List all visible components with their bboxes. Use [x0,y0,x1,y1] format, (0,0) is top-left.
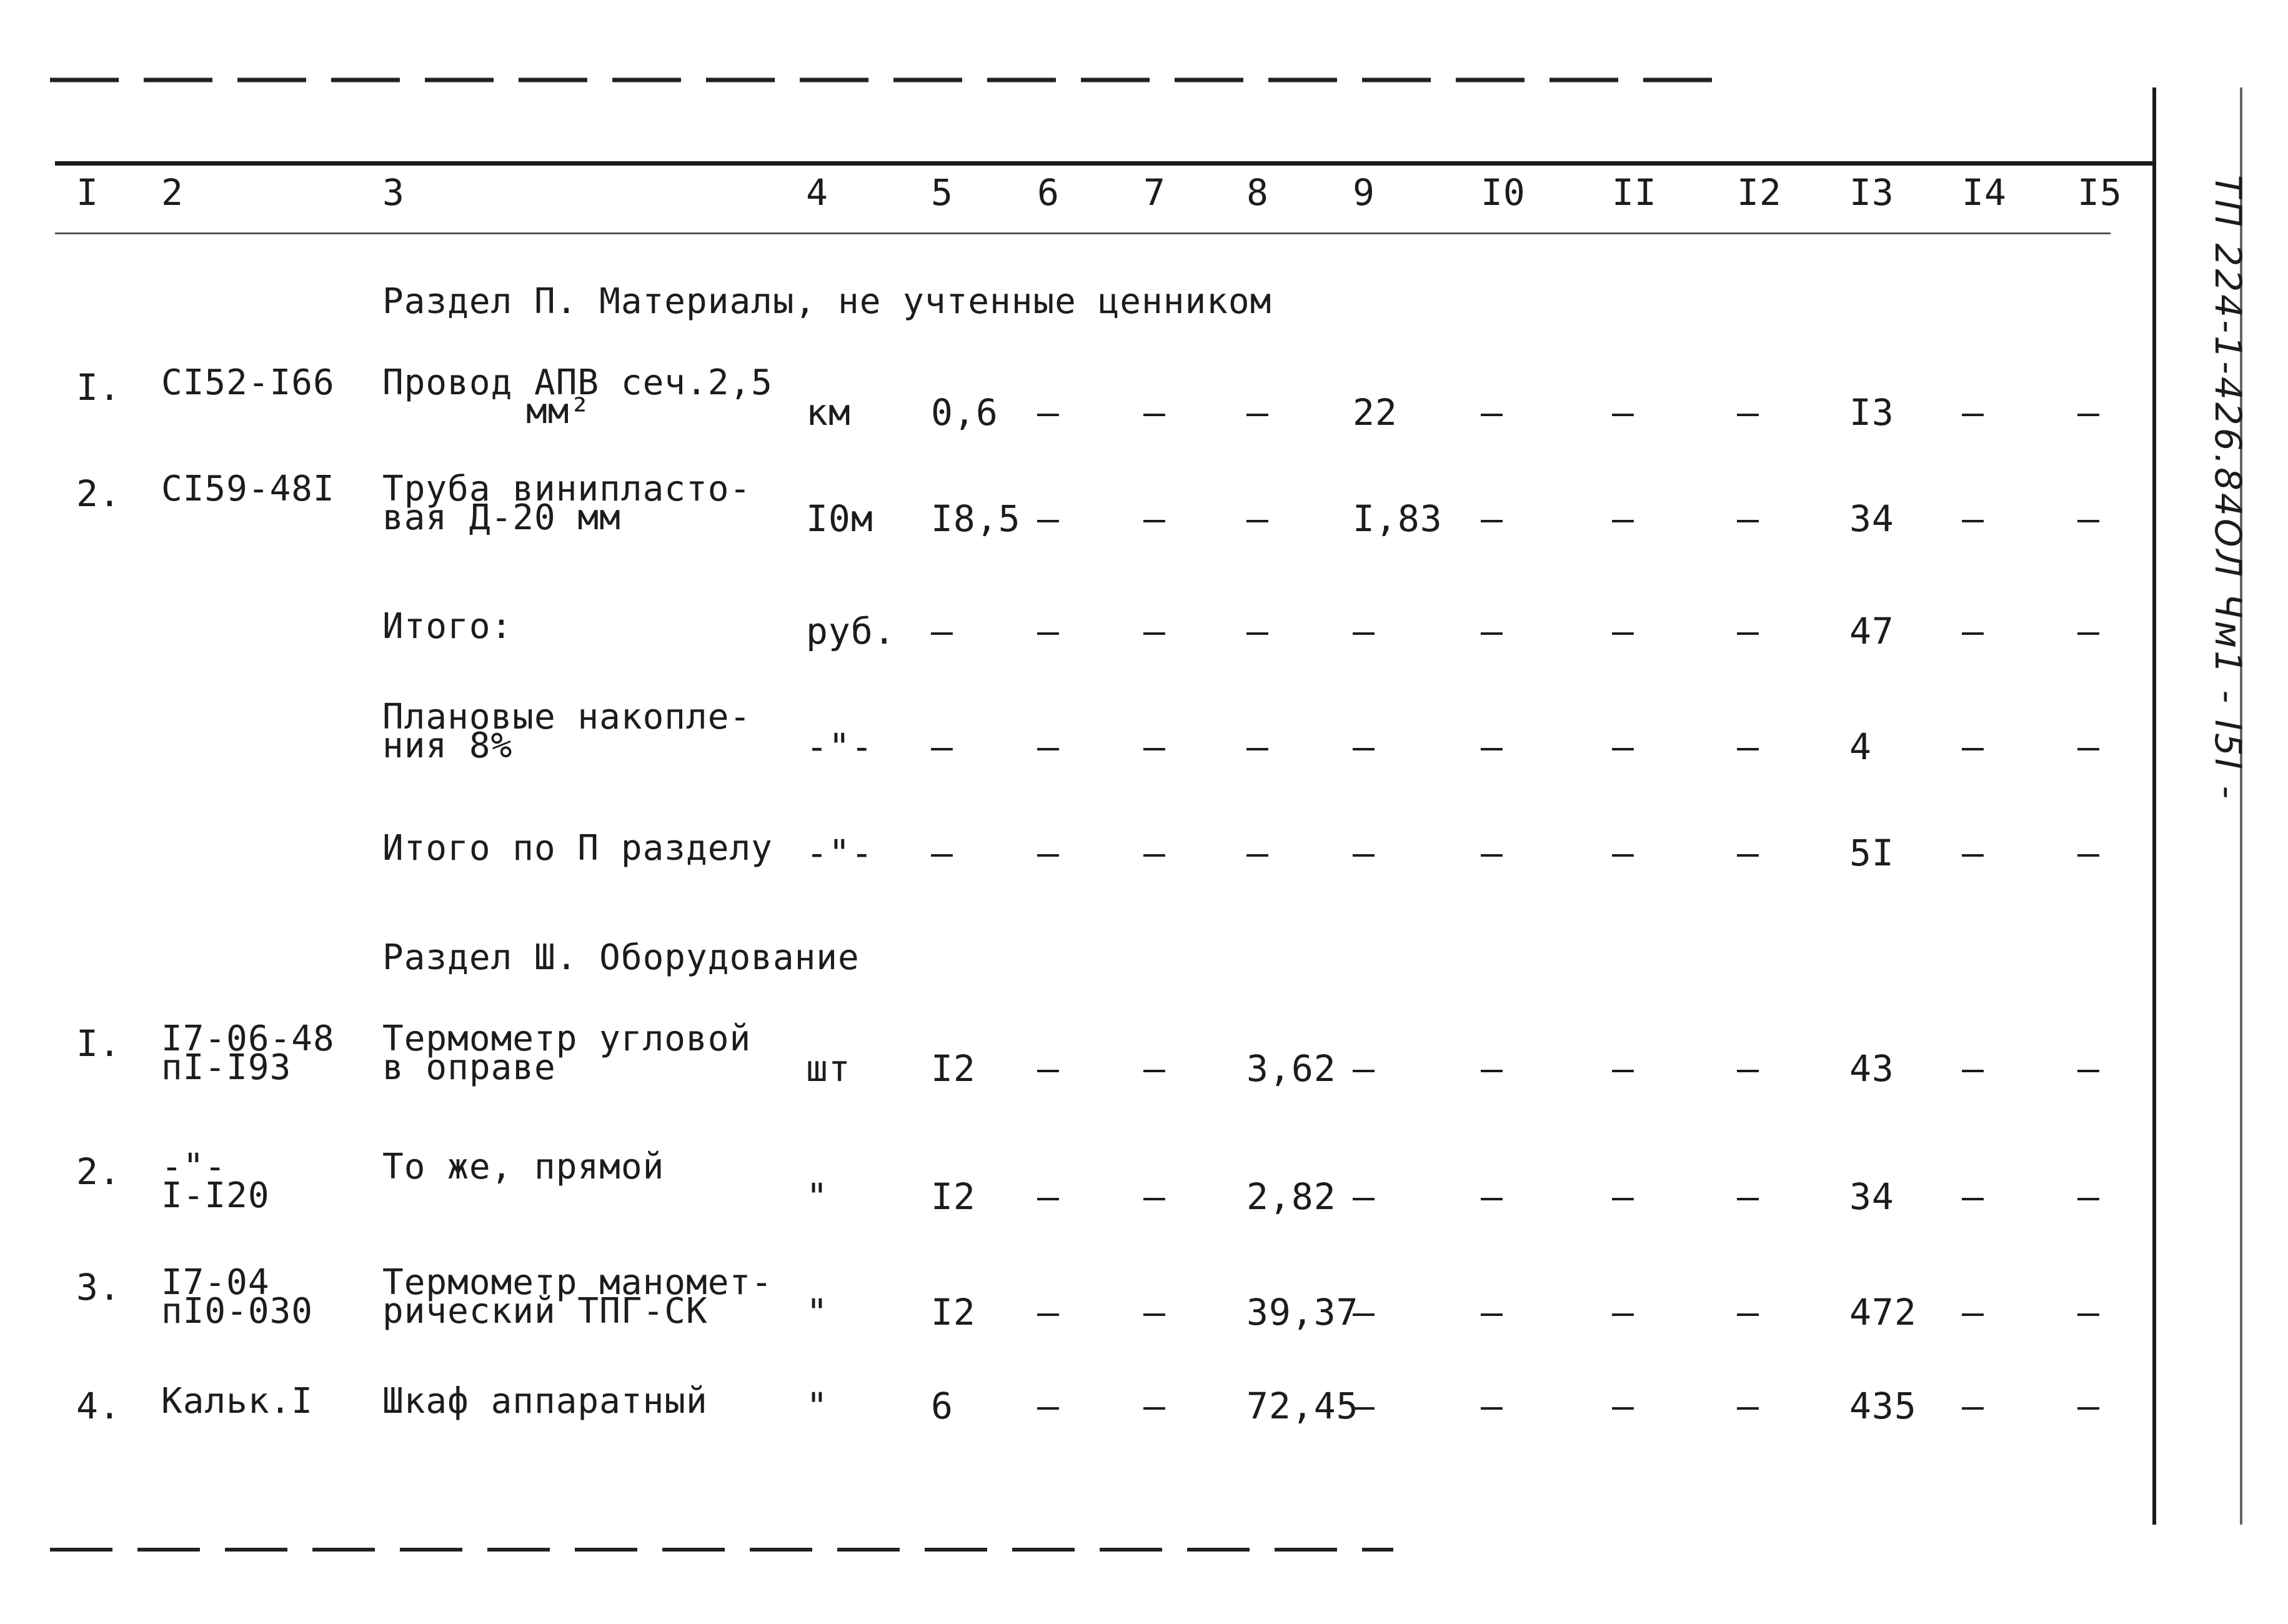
item-name: Плановые накопле- [382,697,752,737]
table-cell: – [2077,391,2100,434]
table-cell: – [1737,1047,1759,1090]
table-cell: 72,45 [1246,1385,1359,1427]
table-cell: – [1612,725,1634,768]
table-cell: – [1481,391,1503,434]
table-cell: 34 [1849,497,1894,540]
table-cell: – [2077,610,2100,652]
row-number: 2. [76,1150,121,1193]
table-cell: 47 [1849,610,1894,652]
table-cell: – [1737,391,1759,434]
table-cell: – [1143,1175,1166,1218]
column-number: 3 [382,171,405,214]
table-cell: – [1037,610,1060,652]
table-cell: – [1962,497,1984,540]
table-cell: 4 [1849,725,1872,768]
table-cell: – [1143,1291,1166,1333]
bottom-dashed-rule [50,1543,1393,1556]
table-cell: – [1353,1385,1375,1427]
table-cell: – [1481,497,1503,540]
table-cell: – [1353,1047,1375,1090]
column-number: 2 [161,171,184,214]
table-cell: – [931,725,953,768]
item-name: Итого по П разделу [382,828,773,869]
table-cell: I8,5 [931,497,1021,540]
table-cell: – [1612,1291,1634,1333]
table-cell: 0,6 [931,391,998,434]
table-cell: 39,37 [1246,1291,1359,1333]
column-number: 4 [806,171,828,214]
table-cell: – [1737,1175,1759,1218]
table-cell: – [1037,497,1060,540]
table-cell: 435 [1849,1385,1917,1427]
table-cell: – [1612,391,1634,434]
header-top-rule [55,161,2156,166]
section-2-title: Раздел П. Материалы, не учтенные ценником [382,281,1272,322]
table-cell: 22 [1353,391,1398,434]
table-cell: – [2077,1291,2100,1333]
item-name: рический ТПГ-СК [382,1291,708,1332]
table-cell: руб. [806,610,896,652]
table-cell: – [1737,497,1759,540]
table-cell: – [1962,832,1984,874]
table-cell: – [1481,1385,1503,1427]
table-cell: 43 [1849,1047,1894,1090]
item-code: -"- [161,1147,227,1187]
item-code: CI52-I66 [161,362,335,403]
table-cell: – [1737,1385,1759,1427]
item-name: Труба винипласто- [382,469,752,509]
table-cell: – [1037,1385,1060,1427]
table-cell: – [1246,610,1269,652]
row-number: 2. [76,472,121,515]
item-name: Термометр угловой [382,1019,752,1059]
column-number: 8 [1246,171,1269,214]
item-name: мм² [526,391,592,432]
column-number: 5 [931,171,953,214]
table-cell: – [1037,391,1060,434]
table-cell: – [1737,1291,1759,1333]
table-cell: – [1143,391,1166,434]
table-cell: 6 [931,1385,953,1427]
table-cell: – [1353,1175,1375,1218]
column-number: I [76,171,99,214]
table-cell: – [1481,1047,1503,1090]
row-number: 3. [76,1266,121,1308]
table-cell: I2 [931,1047,976,1090]
table-cell: 2,82 [1246,1175,1336,1218]
table-cell: " [806,1291,828,1333]
table-cell: " [806,1385,828,1427]
table-cell: – [1143,1047,1166,1090]
table-cell: – [1246,497,1269,540]
document-side-stamp: ТП 224-1-426.84ОЛ Чм1 - I5I - [2207,175,2249,802]
table-cell: I0м [806,497,873,540]
table-cell: I2 [931,1175,976,1218]
table-cell: – [1353,1291,1375,1333]
table-cell: – [2077,832,2100,874]
column-number: I2 [1737,171,1782,214]
table-cell: -"- [806,725,873,768]
item-name: Провод АПВ сеч.2,5 [382,362,773,403]
table-cell: – [1962,1385,1984,1427]
top-dashed-rule [50,74,1737,86]
table-cell: – [1037,832,1060,874]
row-number: I. [76,366,121,409]
table-cell: 3,62 [1246,1047,1336,1090]
column-number: 7 [1143,171,1166,214]
column-number: 9 [1353,171,1375,214]
table-cell: – [1962,1291,1984,1333]
table-cell: I,83 [1353,497,1443,540]
row-number: I. [76,1022,121,1065]
table-cell: – [1037,1291,1060,1333]
item-name: То же, прямой [382,1147,665,1187]
table-cell: I3 [1849,391,1894,434]
table-cell: – [1353,832,1375,874]
table-cell: – [1037,1047,1060,1090]
item-code: CI59-48I [161,469,335,509]
item-name: Итого: [382,606,513,647]
item-code: I-I20 [161,1175,270,1216]
table-cell: I2 [931,1291,976,1333]
table-cell: – [1737,725,1759,768]
item-name: в оправе [382,1047,556,1088]
column-number: I3 [1849,171,1894,214]
item-name: вая Д-20 мм [382,497,621,538]
item-code: пI0-030 [161,1291,314,1332]
table-cell: – [1481,725,1503,768]
table-cell: – [1353,610,1375,652]
table-cell: – [1246,832,1269,874]
table-cell: 34 [1849,1175,1894,1218]
table-cell: – [1246,725,1269,768]
item-name: ния 8% [382,725,513,766]
table-cell: – [1353,725,1375,768]
item-name: Термометр маномет- [382,1262,773,1303]
table-cell: – [1612,832,1634,874]
section-3-title: Раздел Ш. Оборудование [382,937,860,978]
table-cell: км [806,391,851,434]
item-code: I7-06-48 [161,1019,335,1059]
header-bottom-rule [55,232,2111,234]
table-cell: – [1481,610,1503,652]
row-number: 4. [76,1385,121,1427]
table-cell: – [931,832,953,874]
table-cell: – [1143,497,1166,540]
table-cell: – [931,610,953,652]
table-cell: – [2077,1047,2100,1090]
item-code: I7-04 [161,1262,270,1303]
table-cell: – [1962,725,1984,768]
column-number: 6 [1037,171,1060,214]
table-cell: – [1481,1175,1503,1218]
item-code: пI-I93 [161,1047,292,1088]
table-cell: 472 [1849,1291,1917,1333]
table-cell: – [1612,1047,1634,1090]
table-cell: – [1143,832,1166,874]
right-frame-line [2152,87,2156,1525]
table-cell: 5I [1849,832,1894,874]
table-cell: – [1962,610,1984,652]
item-name: Шкаф аппаратный [382,1381,708,1422]
table-cell: – [2077,725,2100,768]
table-cell: – [1143,1385,1166,1427]
table-cell: – [1612,1175,1634,1218]
column-number: I0 [1481,171,1526,214]
column-number: II [1612,171,1657,214]
table-cell: – [1481,832,1503,874]
table-cell: – [1612,1385,1634,1427]
table-cell: – [2077,497,2100,540]
table-cell: – [1962,1047,1984,1090]
table-cell: – [1481,1291,1503,1333]
table-cell: – [1143,725,1166,768]
table-cell: – [1612,610,1634,652]
table-cell: – [1037,725,1060,768]
table-cell: – [1737,832,1759,874]
table-cell: – [1962,391,1984,434]
table-cell: – [1962,1175,1984,1218]
table-cell: – [1143,610,1166,652]
table-cell: -"- [806,832,873,874]
table-cell: – [2077,1385,2100,1427]
table-cell: " [806,1175,828,1218]
table-cell: – [1612,497,1634,540]
table-cell: – [1246,391,1269,434]
item-code: Кальк.I [161,1381,314,1422]
table-cell: – [1737,610,1759,652]
table-cell: – [1037,1175,1060,1218]
table-cell: – [2077,1175,2100,1218]
column-number: I5 [2077,171,2122,214]
column-number: I4 [1962,171,2007,214]
table-cell: шт [806,1047,851,1090]
